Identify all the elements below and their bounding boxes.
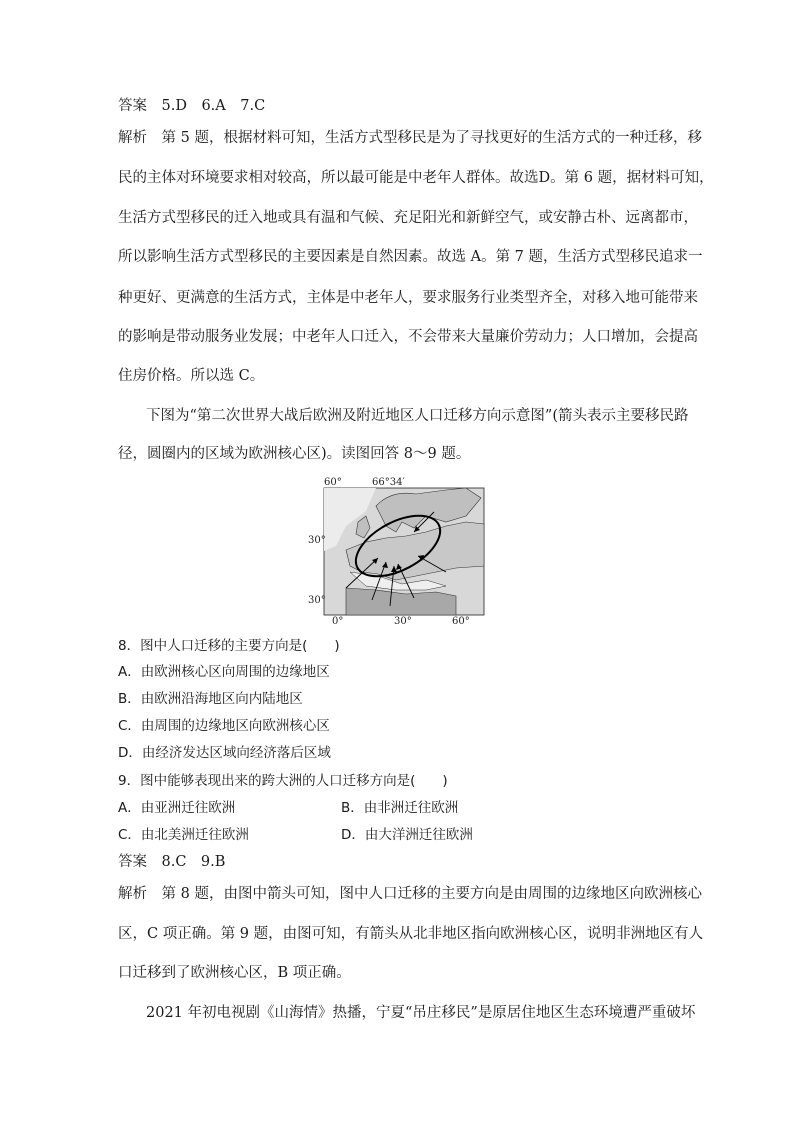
question-9-option-b: B．由非洲迁往欧洲 xyxy=(341,800,459,816)
map-lon-label: 0° xyxy=(332,616,344,627)
map-graphic xyxy=(306,476,488,628)
migration-map xyxy=(306,476,488,628)
analysis-line: 种更好、更满意的生活方式，主体是中老年人，要求服务行业类型齐全，对移入地可能带来 xyxy=(118,290,698,306)
answer-line-1: 答案 5.D 6.A 7.C xyxy=(118,98,266,114)
map-lat-label: 30° xyxy=(308,535,326,546)
intro-line: 径，圆圈内的区域为欧洲核心区)。读图回答 8～9 题。 xyxy=(118,446,471,462)
analysis-line: 解析 第 8 题，由图中箭头可知，图中人口迁移的主要方向是由周围的边缘地区向欧洲核心 xyxy=(118,886,702,902)
analysis-line: 解析 第 5 题，根据材料可知，生活方式型移民是为了寻找更好的生活方式的一种迁移，移 xyxy=(118,130,702,146)
map-lat-label: 30° xyxy=(308,595,326,606)
question-8-option-c: C．由周围的边缘地区向欧洲核心区 xyxy=(118,718,330,734)
question-8-option-d: D．由经济发达区域向经济落后区域 xyxy=(118,745,331,761)
question-8-stem: 8．图中人口迁移的主要方向是( ) xyxy=(118,638,340,654)
question-9-option-d: D．由大洋洲迁往欧洲 xyxy=(341,827,473,843)
analysis-line: 所以影响生活方式型移民的主要因素是自然因素。故选 A。第 7 题，生活方式型移民追求一 xyxy=(118,249,703,265)
map-lon-label: 60° xyxy=(324,477,342,488)
analysis-line: 民的主体对环境要求相对较高，所以最可能是中老年人群体。故选D。第 6 题，据材料可知， xyxy=(118,170,714,186)
analysis-line: 区，C 项正确。第 9 题，由图可知，有箭头从北非地区指向欧洲核心区，说明非洲地区有人 xyxy=(118,926,704,942)
map-lon-label: 60° xyxy=(452,616,470,627)
analysis-line: 口迁移到了欧洲核心区，B 项正确。 xyxy=(118,965,351,981)
question-8-option-a: A．由欧洲核心区向周围的边缘地区 xyxy=(118,664,330,680)
analysis-line: 生活方式型移民的迁入地或具有温和气候、充足阳光和新鲜空气，或安静古朴、远离都市， xyxy=(118,210,698,226)
answer-line-2: 答案 8.C 9.B xyxy=(118,854,226,870)
question-8-option-b: B．由欧洲沿海地区向内陆地区 xyxy=(118,691,303,707)
question-9-stem: 9．图中能够表现出来的跨大洲的人口迁移方向是( ) xyxy=(118,773,448,789)
map-lat-label: 66°34′ xyxy=(372,477,405,488)
question-9-option-c: C．由北美洲迁往欧洲 xyxy=(118,827,249,843)
intro-line: 下图为“第二次世界大战后欧洲及附近地区人口迁移方向示意图”(箭头表示主要移民路 xyxy=(146,408,689,424)
paragraph-line: 2021 年初电视剧《山海情》热播，宁夏“吊庄移民”是原居住地区生态环境遭严重破坏 xyxy=(146,1005,696,1021)
analysis-line: 的影响是带动服务业发展；中老年人口迁入，不会带来大量廉价劳动力；人口增加，会提高 xyxy=(118,329,698,345)
analysis-line: 住房价格。所以选 C。 xyxy=(118,368,265,384)
question-9-option-a: A．由亚洲迁往欧洲 xyxy=(118,800,236,816)
map-lon-label: 30° xyxy=(394,616,412,627)
